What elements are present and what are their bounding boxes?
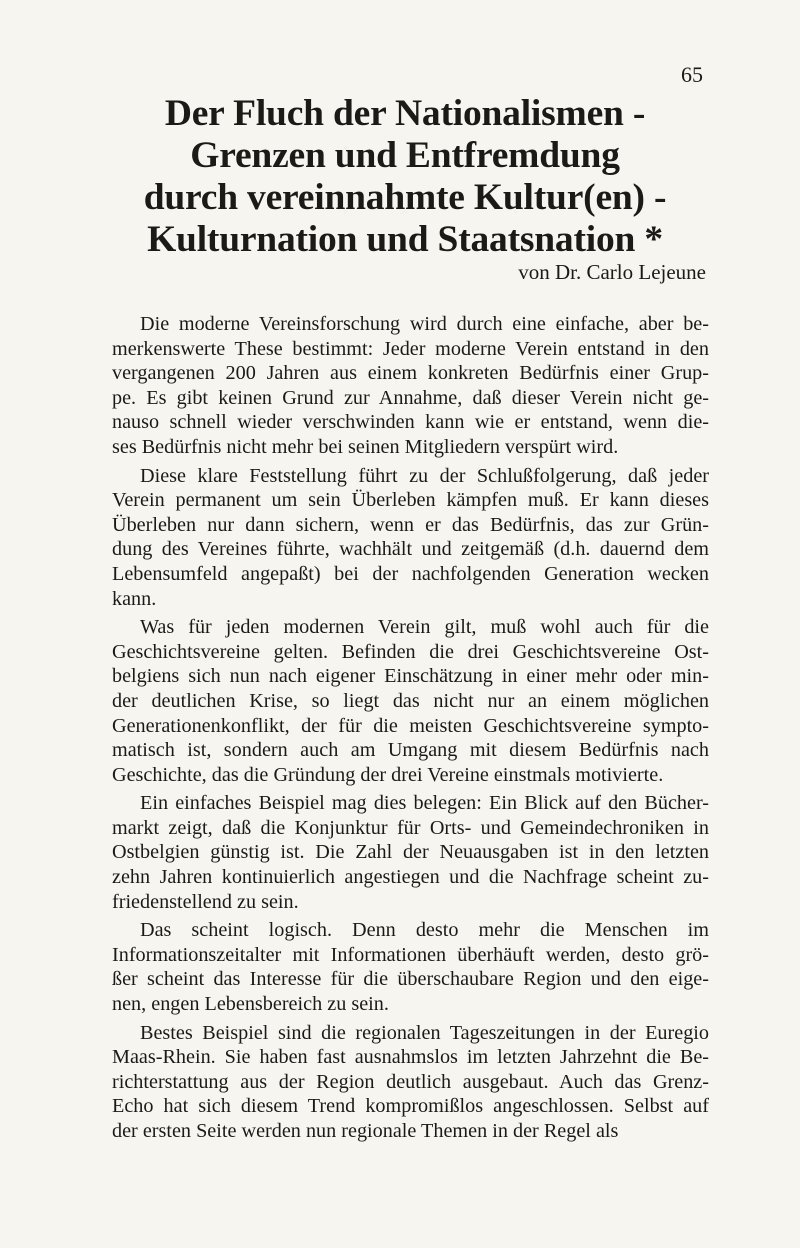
text-line: Lebensumfeld angepaßt) bei der nachfolgenden Generation wecken (112, 562, 709, 585)
text-line: Das scheint logisch. Denn desto mehr die Menschen im (140, 919, 709, 942)
text-line: Generationenkonflikt, der für die meisten Geschichtsvereine sympto- (112, 714, 709, 737)
paragraph (112, 1021, 709, 1144)
text-line: belgiens sich nun nach eigener Einschätzung in einer mehr oder min- (112, 665, 709, 688)
article-body (112, 312, 709, 1148)
text-line: Die moderne Vereinsforschung wird durch eine einfache, aber be- (140, 313, 709, 335)
text-line: der deutlichen Krise, so liegt das nicht nur an einem möglichen (112, 689, 709, 712)
text-line: zehn Jahren kontinuierlich angestiegen und die Nachfrage scheint zu- (112, 866, 709, 889)
text-line: nen, engen Lebensbereich zu sein. (112, 993, 389, 1016)
text-line: kann. (112, 587, 157, 610)
paragraph (112, 312, 709, 460)
paragraph (112, 918, 709, 1016)
author-byline: von Dr. Carlo Lejeune (518, 260, 706, 284)
text-line: der ersten Seite werden nun regionale Themen in der Regel als (112, 1120, 619, 1142)
text-line: Überleben nur dann sichern, wenn er das Bedürfnis, das zur Grün- (112, 513, 709, 536)
text-line: Verein permanent um sein Überleben kämpfen muß. Er kann dieses (112, 489, 709, 512)
text-line: Geschichtsvereine gelten. Befinden die drei Geschichtsvereine Ost- (112, 640, 709, 663)
text-line: Ein einfaches Beispiel mag dies belegen: Ein Blick auf den Bücher- (140, 792, 709, 815)
title-line: Der Fluch der Nationalismen - (164, 93, 646, 134)
text-line: Echo hat sich diesem Trend kompromißlos angeschlossen. Selbst auf (112, 1095, 709, 1118)
text-line: Ostbelgien günstig ist. Die Zahl der Neuausgaben ist in den letzten (112, 841, 709, 864)
text-line: Informationszeitalter mit Informationen überhäuft werden, desto grö- (112, 943, 709, 966)
text-line: Geschichte, das die Gründung der drei Vereine einstmals motivierte. (112, 763, 664, 786)
text-line: ses Bedürfnis nicht mehr bei seinen Mitgliedern verspürt wird. (112, 435, 619, 458)
article-title (100, 93, 710, 261)
text-line: ßer scheint das Interesse für die überschaubare Region und den eige- (112, 968, 709, 991)
paragraph (112, 791, 709, 914)
text-line: merkenswerte These bestimmt: Jeder moderne Verein entstand in den (112, 337, 709, 360)
text-line: nauso schnell wieder verschwinden kann wie er entstand, wenn die- (112, 411, 709, 434)
text-line: vergangenen 200 Jahren aus einem konkreten Bedürfnis einer Grup- (112, 362, 709, 385)
text-line: markt zeigt, daß die Konjunktur für Orts- und Gemeindechroniken in (112, 816, 709, 839)
title-line: Kulturnation und Staatsnation * (147, 219, 663, 260)
text-line: Was für jeden modernen Verein gilt, muß wohl auch für die (140, 616, 709, 639)
page-number: 65 (681, 62, 703, 87)
title-line: durch vereinnahmte Kultur(en) - (143, 177, 667, 218)
text-line: matisch ist, sondern auch am Umgang mit diesem Bedürfnis nach (112, 739, 709, 762)
text-line: Bestes Beispiel sind die regionalen Tageszeitungen in der Euregio (140, 1021, 709, 1044)
paragraph (112, 464, 709, 612)
text-line: Maas-Rhein. Sie haben fast ausnahmslos im letzten Jahrzehnt die Be- (112, 1046, 709, 1069)
text-line: dung des Vereines führte, wachhält und zeitgemäß (d.h. dauernd dem (112, 538, 709, 561)
text-line: Diese klare Feststellung führt zu der Schlußfolgerung, daß jeder (140, 464, 709, 487)
title-line: Grenzen und Entfremdung (190, 135, 620, 176)
text-line: pe. Es gibt keinen Grund zur Annahme, daß dieser Verein nicht ge- (112, 386, 709, 409)
text-line: friedenstellend zu sein. (112, 890, 299, 913)
paragraph (112, 615, 709, 787)
text-line: richterstattung aus der Region deutlich ausgebaut. Auch das Grenz- (112, 1070, 709, 1093)
